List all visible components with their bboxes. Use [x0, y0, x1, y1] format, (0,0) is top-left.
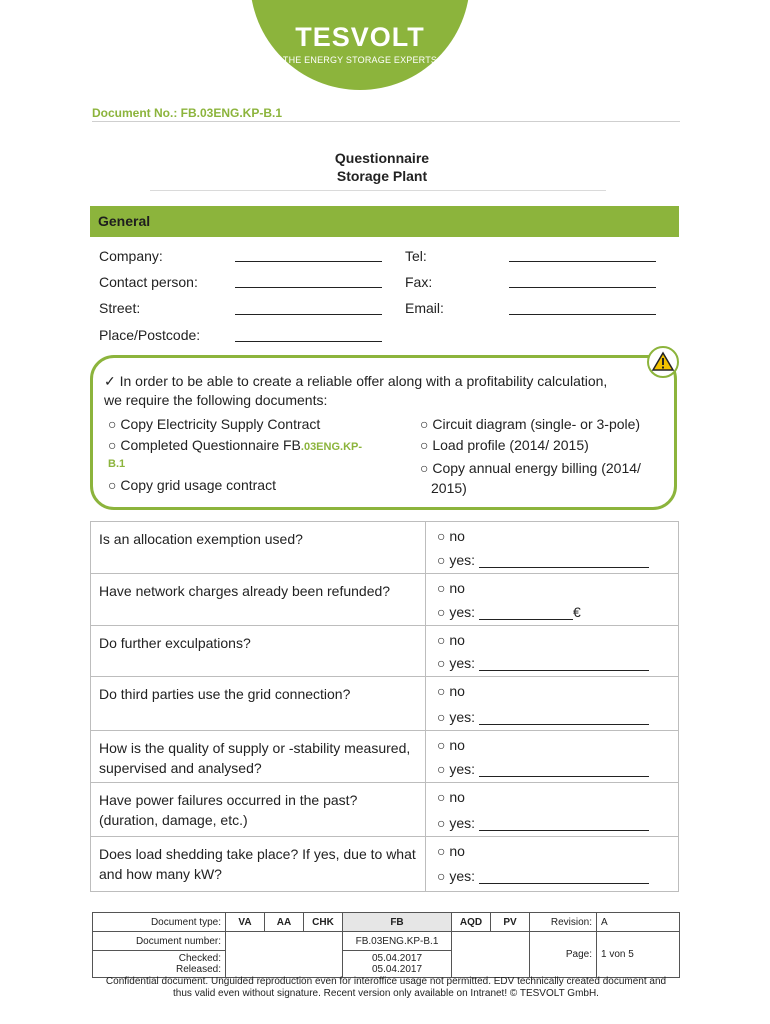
yes-detail-field[interactable] — [479, 762, 649, 777]
question-text: Does load shedding take place? If yes, due to what and how many kW? — [91, 837, 426, 892]
section-title: General — [98, 213, 151, 229]
released-label: Released: — [175, 964, 221, 975]
doc-item-load-profile: ○ Load profile (2014/ 2015) — [420, 437, 589, 453]
option-no[interactable]: ○ no — [437, 683, 465, 699]
yes-detail-field[interactable] — [479, 816, 649, 831]
requirements-intro-cont: we require the following documents: — [104, 392, 328, 408]
confidentiality-line-2: thus valid even without signature. Recent version only available on Intranet! © TESVOLT GmbH. — [173, 988, 599, 999]
question-row — [91, 574, 679, 626]
option-yes-label: ○ yes: — [437, 655, 476, 671]
question-row — [91, 783, 679, 837]
doc-item-questionnaire-label: ○ Completed Questionnaire FB — [108, 437, 301, 453]
tel-label: Tel: — [405, 248, 427, 264]
option-yes[interactable] — [437, 604, 581, 620]
empty-cell — [226, 932, 343, 978]
fax-field[interactable] — [509, 287, 656, 288]
option-no[interactable]: ○ no — [437, 843, 465, 859]
answer-cell — [426, 731, 679, 783]
header-divider — [92, 121, 680, 122]
question-row — [91, 626, 679, 677]
question-row — [91, 522, 679, 574]
page-label: Page: — [530, 932, 597, 978]
option-yes[interactable] — [437, 709, 649, 725]
doc-item-questionnaire — [108, 437, 362, 453]
company-label: Company: — [99, 248, 163, 264]
yes-amount-field[interactable] — [479, 605, 573, 620]
doc-item-circuit-diagram: ○ Circuit diagram (single- or 3-pole) — [420, 416, 641, 432]
street-label: Street: — [99, 300, 141, 316]
doc-number-label: Document number: — [93, 932, 226, 951]
doc-item-energy-billing-cont: 2015) — [431, 480, 467, 496]
option-yes[interactable] — [437, 552, 649, 568]
question-row — [91, 677, 679, 731]
confidentiality-notice — [80, 976, 692, 1000]
tel-field[interactable] — [509, 261, 656, 262]
option-no[interactable]: ○ no — [437, 737, 465, 753]
contact-person-field[interactable] — [235, 287, 382, 288]
questionnaire-code: .03ENG.KP- — [300, 441, 363, 453]
checked-released-labels — [93, 951, 226, 978]
option-yes[interactable] — [437, 868, 649, 884]
doc-number-value: FB.03ENG.KP-B.1 — [343, 932, 452, 951]
page-value: 1 von 5 — [597, 932, 680, 978]
questionnaire-code-cont: B.1 — [108, 458, 126, 470]
page-subtitle: Storage Plant — [336, 168, 428, 184]
email-field[interactable] — [509, 314, 656, 315]
option-yes-label: ○ yes: — [437, 552, 476, 568]
place-postcode-field[interactable] — [235, 341, 382, 342]
document-number: Document No.: FB.03ENG.KP-B.1 — [92, 106, 283, 120]
currency-unit: € — [573, 604, 581, 620]
street-field[interactable] — [235, 314, 382, 315]
doc-item-grid-contract: ○ Copy grid usage contract — [108, 477, 276, 493]
option-yes-label: ○ yes: — [437, 815, 476, 831]
checked-date: 05.04.2017 — [371, 953, 423, 964]
question-text: Do third parties use the grid connection? — [91, 677, 426, 731]
checked-released-dates — [343, 951, 452, 978]
option-yes[interactable] — [437, 815, 649, 831]
answer-cell — [426, 522, 679, 574]
question-text: Is an allocation exemption used? — [91, 522, 426, 574]
checked-label: Checked: — [178, 953, 221, 964]
yes-detail-field[interactable] — [479, 869, 649, 884]
question-row — [91, 837, 679, 892]
email-label: Email: — [405, 300, 444, 316]
option-yes-label: ○ yes: — [437, 604, 476, 620]
requirements-intro: ✓ In order to be able to create a reliable offer along with a profitability calculation, — [104, 373, 608, 389]
answer-cell — [426, 783, 679, 837]
option-no[interactable]: ○ no — [437, 580, 465, 596]
col-chk: CHK — [304, 913, 343, 932]
question-row — [91, 731, 679, 783]
revision-value: A — [597, 913, 680, 932]
yes-detail-field[interactable] — [479, 553, 649, 568]
option-yes-label: ○ yes: — [437, 709, 476, 725]
released-date: 05.04.2017 — [371, 964, 423, 975]
brand-logo: TESVOLT — [295, 22, 425, 52]
col-aqd: AQD — [452, 913, 491, 932]
doc-item-energy-billing: ○ Copy annual energy billing (2014/ — [420, 460, 641, 476]
option-no[interactable]: ○ no — [437, 632, 465, 648]
col-aa: AA — [265, 913, 304, 932]
answer-cell — [426, 574, 679, 626]
col-va: VA — [226, 913, 265, 932]
brand-tagline: THE ENERGY STORAGE EXPERTS — [282, 55, 438, 65]
doc-item-supply-contract: ○ Copy Electricity Supply Contract — [108, 416, 321, 432]
question-text: Have network charges already been refunded? — [91, 574, 426, 626]
answer-cell — [426, 837, 679, 892]
questions-table — [90, 521, 679, 892]
question-text: How is the quality of supply or -stability measured, supervised and analysed? — [91, 731, 426, 783]
fax-label: Fax: — [405, 274, 433, 290]
document-control-table — [92, 912, 680, 978]
page-title: Questionnaire — [334, 150, 430, 166]
answer-cell — [426, 677, 679, 731]
yes-detail-field[interactable] — [479, 656, 649, 671]
empty-cell — [452, 932, 530, 978]
yes-detail-field[interactable] — [479, 710, 649, 725]
col-fb: FB — [343, 913, 452, 932]
option-no[interactable]: ○ no — [437, 789, 465, 805]
option-yes[interactable] — [437, 655, 649, 671]
doc-type-label: Document type: — [93, 913, 226, 932]
option-no[interactable]: ○ no — [437, 528, 465, 544]
answer-cell — [426, 626, 679, 677]
option-yes[interactable] — [437, 761, 649, 777]
question-text: Have power failures occurred in the past? (duration, damage, etc.) — [91, 783, 426, 837]
option-yes-label: ○ yes: — [437, 868, 476, 884]
section-header-general — [90, 206, 679, 237]
contact-person-label: Contact person: — [99, 274, 198, 290]
place-postcode-label: Place/Postcode: — [99, 327, 201, 343]
confidentiality-line-1: Confidential document. Unguided reproduction even for interoffice usage not permitted. EDV technically created document and — [105, 976, 667, 987]
col-pv: PV — [491, 913, 530, 932]
warning-icon — [647, 346, 679, 378]
revision-label: Revision: — [530, 913, 597, 932]
company-field[interactable] — [235, 261, 382, 262]
question-text: Do further exculpations? — [91, 626, 426, 677]
title-divider — [150, 190, 606, 191]
option-yes-label: ○ yes: — [437, 761, 476, 777]
